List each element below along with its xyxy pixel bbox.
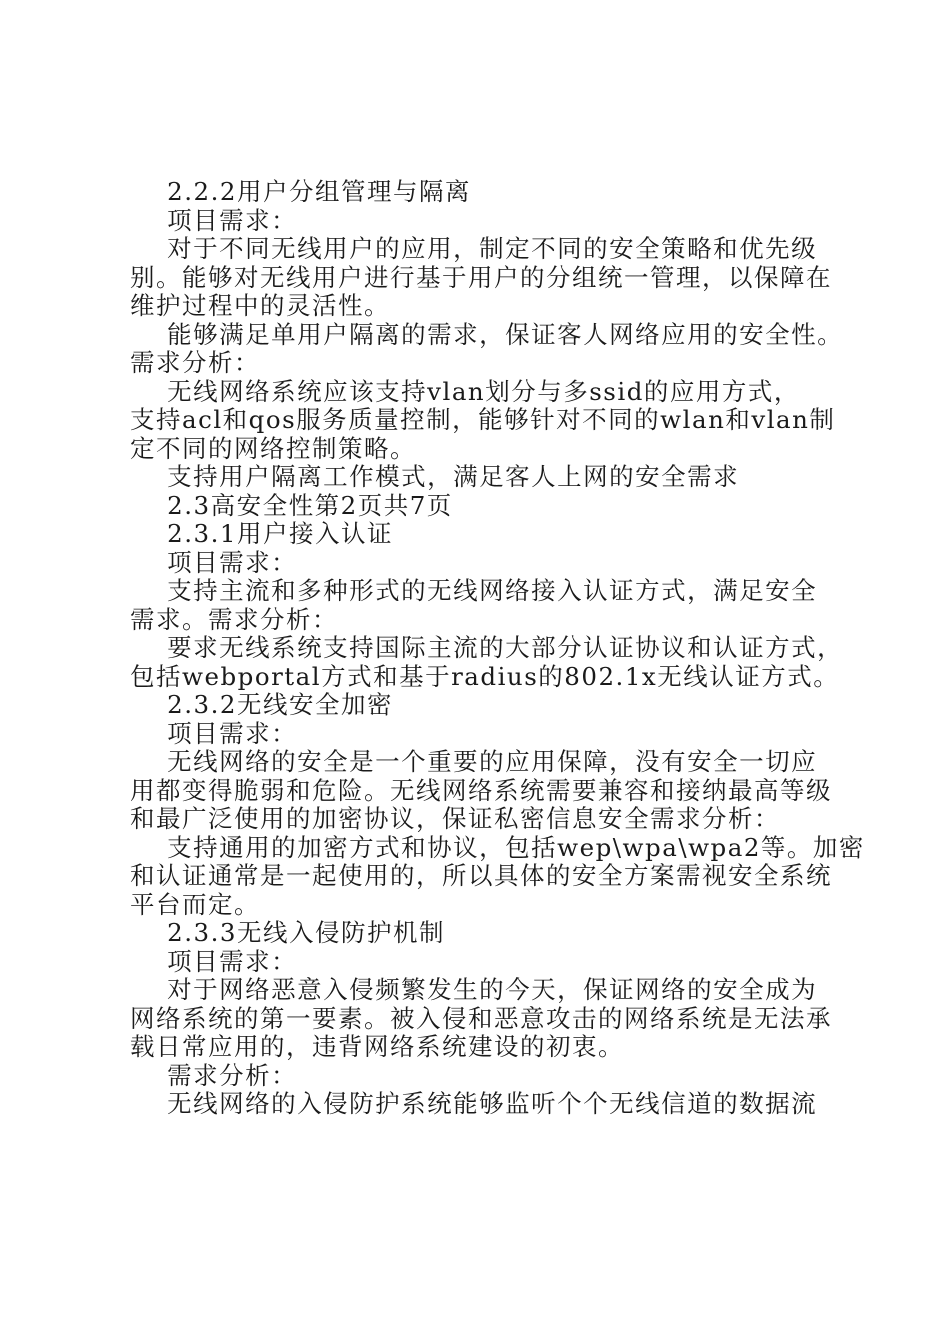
paragraph-line: 载日常应用的，违背网络系统建设的初衷。 <box>130 1032 624 1061</box>
paragraph-line: 网络系统的第一要素。被入侵和恶意攻击的网络系统是无法承 <box>130 1003 832 1033</box>
paragraph-line: 平台而定。 <box>130 889 260 919</box>
paragraph-line: 和最广泛使用的加密协议，保证私密信息安全需求分析： <box>130 804 780 833</box>
paragraph-line: 能够满足单用户隔离的需求，保证客人网络应用的安全性。 <box>130 319 844 349</box>
paragraph-line: 项目需求： <box>130 205 298 235</box>
paragraph-line: 需求分析： <box>130 348 260 377</box>
paragraph-line: 支持用户隔离工作模式，满足客人上网的安全需求 <box>130 462 740 491</box>
paragraph-line: 对于不同无线用户的应用，制定不同的安全策略和优先级 <box>130 234 818 263</box>
paragraph-line: 无线网络的入侵防护系统能够监听个个无线信道的数据流 <box>130 1089 818 1118</box>
paragraph-line: 用都变得脆弱和危险。无线网络系统需要兼容和接纳最高等级 <box>130 775 832 805</box>
paragraph-line: 支持acl和qos服务质量控制，能够针对不同的wlan和vlan制 <box>130 405 836 434</box>
paragraph-line: 项目需求： <box>130 946 298 976</box>
paragraph-line: 定不同的网络控制策略。 <box>130 433 416 463</box>
paragraph-line: 要求无线系统支持国际主流的大部分认证协议和认证方式， <box>130 633 844 662</box>
section-heading-2-3-1: 2.3.1用户接入认证 <box>130 519 393 548</box>
section-heading-2-3: 2.3高安全性第2页共7页 <box>130 490 453 520</box>
section-heading-2-2-2: 2.2.2用户分组管理与隔离 <box>130 177 471 206</box>
paragraph-line: 支持通用的加密方式和协议，包括wep\wpa\wpa2等。加密 <box>130 832 865 862</box>
section-heading-2-3-2: 2.3.2无线安全加密 <box>130 690 393 719</box>
paragraph-line: 无线网络系统应该支持vlan划分与多ssid的应用方式， <box>130 376 800 406</box>
paragraph-line: 对于网络恶意入侵频繁发生的今天，保证网络的安全成为 <box>130 975 818 1004</box>
section-heading-2-3-3: 2.3.3无线入侵防护机制 <box>130 918 445 947</box>
paragraph-line: 和认证通常是一起使用的，所以具体的安全方案需视安全系统 <box>130 861 832 890</box>
document-body <box>130 177 865 1119</box>
paragraph-line: 别。能够对无线用户进行基于用户的分组统一管理，以保障在 <box>130 262 832 292</box>
paragraph-line: 支持主流和多种形式的无线网络接入认证方式，满足安全 <box>130 576 818 605</box>
paragraph-line: 需求。需求分析： <box>130 604 338 634</box>
paragraph-line: 需求分析： <box>130 1060 298 1090</box>
paragraph-line: 维护过程中的灵活性。 <box>130 291 390 320</box>
paragraph-line: 项目需求： <box>130 547 298 577</box>
paragraph-line: 无线网络的安全是一个重要的应用保障，没有安全一切应 <box>130 747 818 776</box>
paragraph-line: 包括webportal方式和基于radius的802.1x无线认证方式。 <box>130 661 840 691</box>
paragraph-line: 项目需求： <box>130 718 298 748</box>
